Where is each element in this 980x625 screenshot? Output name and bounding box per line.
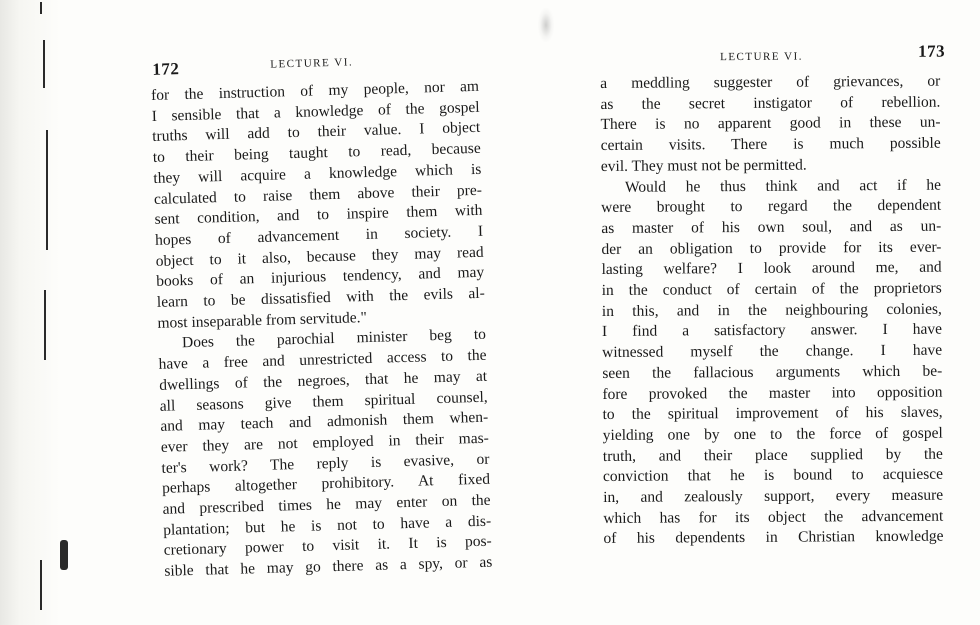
text-line: a meddling suggester of grievances, or [600,72,941,92]
text-line: fore provoked the master into opposition [602,383,943,403]
text-line: dwellings of the negroes, that he may at [158,367,488,394]
right-header-title: LECTURE VI. [720,50,804,64]
text-line: truth, and their place supplied by the [602,445,943,465]
edge-mark [44,290,46,360]
left-page [150,46,525,583]
text-line: to the spiritual improvement of his slaves, [602,403,943,424]
text-line: which has for its object the advancement [603,507,944,527]
left-page-body [151,76,525,583]
binding-shadow [0,0,60,625]
text-line: I sensible that a knowledge of the gospel [151,98,480,125]
text-line: to their being taught to read, because [152,139,481,167]
text-line: they will acquire a knowledge which is [153,160,482,187]
text-line: and may teach and admonish them when- [160,408,489,436]
text-line: der an obligation to provide for its ever- [601,238,942,258]
text-line: perhaps altogether prohibitory. At fixed [161,471,491,498]
edge-mark [40,2,42,14]
text-line: in this, and in the neighbouring colonies, [601,300,942,320]
text-line: Would he thus think and act if he [624,176,942,196]
text-line: were brought to regard the dependent [601,196,942,217]
right-page-body [600,72,948,551]
text-line: plantation; but he is not to have a dis- [163,512,492,539]
left-page-number: 172 [152,59,180,79]
edge-mark [43,40,45,88]
edge-mark [60,540,68,570]
text-line: have a free and unrestricted access to the [158,346,487,374]
text-line: sent condition, and to inspire them with [154,201,483,229]
text-line: evil. They must not be permitted. [600,156,807,175]
text-line: seen the fallacious arguments which be- [602,362,943,382]
text-line: in the conduct of certain of the proprietors [601,279,942,300]
text-line: sible that he may go there as a spy, or as [164,553,493,580]
text-line: yielding one by one to the force of gospel [602,424,943,444]
right-page-number: 173 [917,41,946,61]
gutter-smudge [538,8,554,42]
text-line: truths will add to their value. I object [152,119,481,146]
text-line: learn to be dissatisfied with the evils al- [156,284,485,311]
text-line: conviction that he is bound to acquiesce [602,465,944,486]
text-line: certain visits. There is much possible [600,134,941,155]
edge-mark [40,560,42,610]
left-header-title: LECTURE VI. [270,56,354,71]
text-line: in, and zealously support, every measure [603,486,944,507]
text-line: as the secret instigator of rebellion. [600,93,941,113]
text-line: object to it also, because they may read [155,243,484,270]
text-line: Does the parochial minister beg to [181,326,487,352]
text-line: cretionary power to visit it. It is pos- [163,533,492,560]
text-line: all seasons give them spiritual counsel, [159,388,488,415]
text-line: for the instruction of my people, nor am [150,77,480,104]
text-line: ter's work? The reply is evasive, or [161,450,490,477]
text-line: I find a satisfactory answer. I have [601,321,943,341]
text-line: ever they are not employed in their mas- [160,429,490,456]
text-line: of his dependents in Christian knowledge [603,528,944,548]
text-line: and prescribed times he may enter on the [162,491,491,518]
text-line: There is no apparent good in these un- [600,114,941,134]
text-line: as master of his own soul, and as un- [601,217,942,237]
text-line: calculated to raise them above their pre- [153,181,483,208]
edge-mark [46,130,48,250]
text-line: hopes of advancement in society. I [154,222,484,249]
right-running-head [600,42,945,68]
right-page [600,42,949,551]
text-line: books of an injurious tendency, and may [156,264,485,291]
text-line: lasting welfare? I look around me, and [601,258,942,279]
left-running-head [150,46,511,80]
text-line: witnessed myself the change. I have [602,341,943,362]
text-line: most inseparable from servitude." [157,308,368,332]
